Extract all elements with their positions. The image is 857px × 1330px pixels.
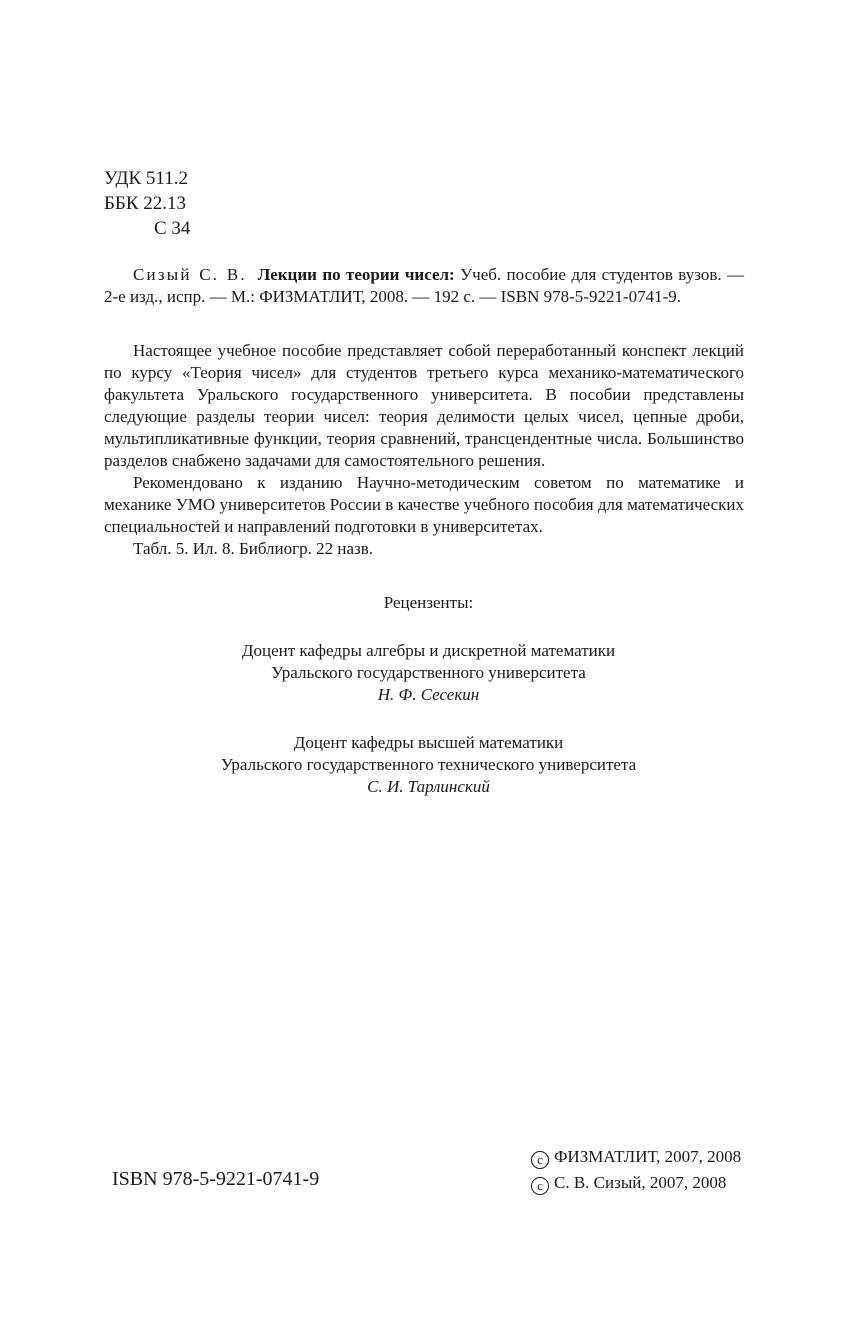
reviewer-institution: Уральского государственного технического университета xyxy=(220,755,637,774)
copyright-block xyxy=(531,1144,741,1196)
reviewers-heading: Рецензенты: xyxy=(383,593,474,612)
reviewer-position: Доцент кафедры алгебры и дискретной математики xyxy=(241,641,616,660)
bibliographic-details: Учеб. пособие для студентов вузов. — 2-е изд., испр. — М.: ФИЗМАТЛИТ, 2008. — 192 с. — ISBN 978-5-9221-0741-9. xyxy=(104,265,744,306)
cutter-code: С 34 xyxy=(154,218,191,239)
author-name: Сизый С. В. xyxy=(133,265,247,284)
annotation-description: Настоящее учебное пособие представляет собой переработанный конспект лекций по курсу «Теория чисел» для студентов третьего курса механико-математического факультета Уральского государственного университета. В пособии представлены следующие разделы теории чисел: теория делимости целых чисел, цепные дроби, мультипликативные функции, теория сравнений, трансцендентные числа. Большинство разделов снабжено задачами для самостоятельного решения. xyxy=(104,341,744,470)
annotation-recommendation: Рекомендовано к изданию Научно-методическим советом по математике и механике УМО университетов России в качестве учебного пособия для математических специальностей и направлений подготовки в университетах. xyxy=(104,473,744,536)
reviewer-1 xyxy=(0,640,857,706)
bibliographic-record xyxy=(104,264,744,308)
copyright-line xyxy=(531,1144,741,1170)
reviewer-name: Н. Ф. Сесекин xyxy=(377,685,480,704)
copyright-icon: c xyxy=(531,1151,549,1169)
copyright-holder: ФИЗМАТЛИТ, 2007, 2008 xyxy=(554,1147,742,1166)
annotation-stats: Табл. 5. Ил. 8. Библиогр. 22 назв. xyxy=(133,539,374,558)
classification-block xyxy=(104,166,190,241)
annotation xyxy=(104,340,744,560)
book-title: Лекции по теории чисел: xyxy=(257,265,455,284)
isbn-number: ISBN 978-5-9221-0741-9 xyxy=(112,1168,320,1190)
reviewer-2 xyxy=(0,732,857,798)
copyright-holder: С. В. Сизый, 2007, 2008 xyxy=(554,1173,727,1192)
bbk-code: ББК 22.13 xyxy=(104,193,186,214)
reviewer-name: С. И. Тарлинский xyxy=(367,777,490,796)
reviewer-institution: Уральского государственного университета xyxy=(271,663,586,682)
copyright-line xyxy=(531,1170,741,1196)
copyright-icon: c xyxy=(531,1177,549,1195)
reviewer-position: Доцент кафедры высшей математики xyxy=(293,733,564,752)
udk-code: УДК 511.2 xyxy=(104,168,188,189)
